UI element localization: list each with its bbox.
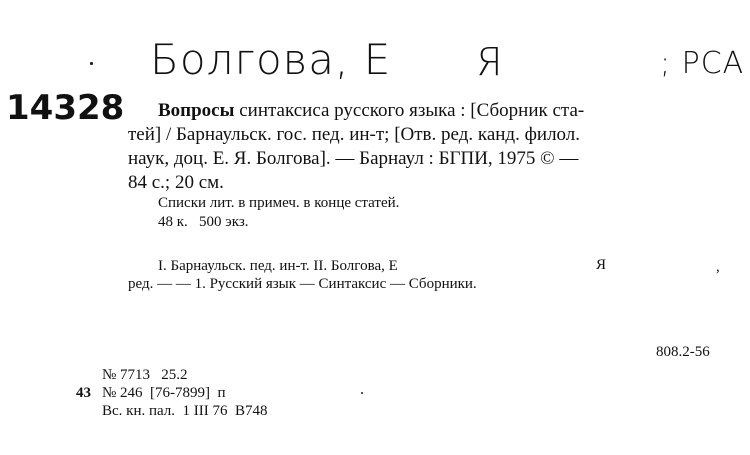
classification-index: 808.2-56 (656, 344, 710, 360)
entry-line-4: 84 с.; 20 см. (128, 172, 224, 193)
footer-line-1: № 7713 25.2 (102, 367, 188, 383)
entry-line-1-rest: синтаксиса русского языка : [Сборник ста- (234, 100, 585, 121)
tracing-initial: Я (596, 257, 607, 273)
entry-line-3: наук, доц. Е. Я. Болгова]. — Барнаул : БГПИ, 1975 © — (128, 148, 579, 169)
footer-line-3: Вс. кн. пал. 1 III 76 В748 (102, 403, 268, 419)
handwritten-code: ; РСА (660, 46, 745, 81)
note-price-copies: 48 к. 500 экз. (158, 214, 249, 230)
speck-mark (361, 392, 363, 394)
entry-line-1 (158, 100, 584, 122)
handwritten-initial: Я (476, 40, 504, 84)
handwritten-author: Болгова, Е (150, 35, 392, 84)
footer-line-2: № 246 [76-7899] п (102, 385, 226, 401)
tracing-line-1: I. Барнаульск. пед. ин-т. II. Болгова, Е (158, 258, 398, 274)
tracing-line-2: ред. — — 1. Русский язык — Синтаксис — Сборники. (128, 276, 477, 292)
note-bibliography: Списки лит. в примеч. в конце статей. (158, 195, 400, 211)
speck-mark (90, 62, 93, 65)
entry-title: Вопросы (158, 100, 235, 121)
footer-line-2-prefix: 43 (76, 385, 91, 401)
tracing-comma: , (716, 259, 720, 275)
handwritten-number: 14328 (6, 88, 125, 128)
entry-line-2: тей] / Барнаульск. гос. пед. ин-т; [Отв. ред. канд. филол. (128, 124, 581, 145)
